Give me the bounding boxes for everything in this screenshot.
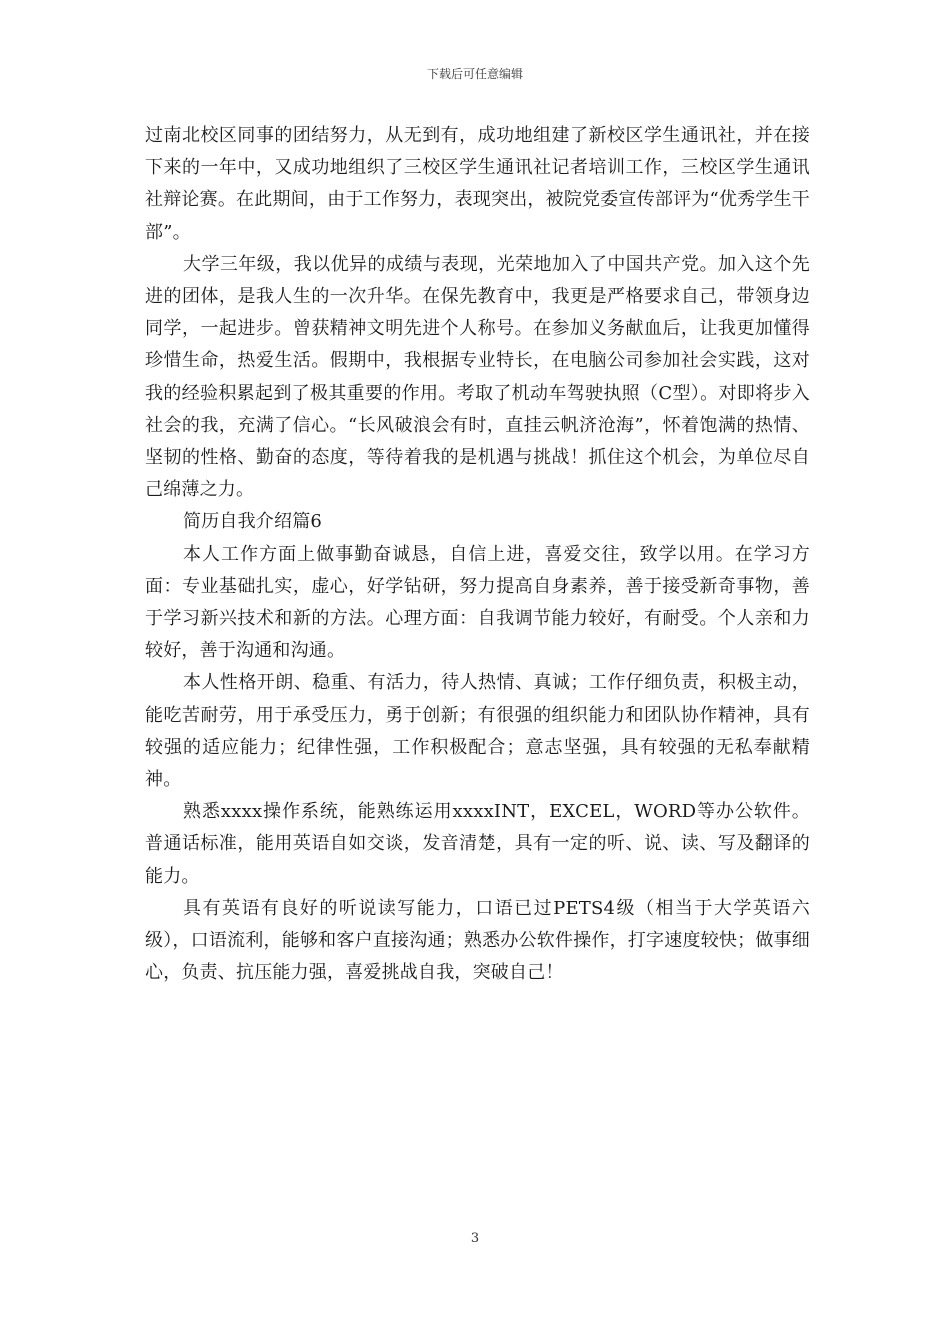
section-heading: 简历自我介绍篇6 [183,511,323,533]
paragraph-university-third-year: 大学三年级，我以优异的成绩与表现，光荣地加入了中国共产党。加入这个先进的团体，是我人生的一次升华。在保先教育中，我更是严格要求自己，带领身边同学，一起进步。曾获精神文明先进个人称号。在参加义务献血后，让我更加懂得珍惜生命，热爱生活。假期中，我根据专业特长，在电脑公司参加社会实践，这对我的经验积累起到了极其重要的作用。考取了机动车驾驶执照（C型）。对即将步入社会的我，充满了信心。“长风破浪会有时，直挂云帆济沧海”，怀着饱满的热情、坚韧的性格、勤奋的态度，等待着我的是机遇与挑战！抓住这个机会，为单位尽自己绵薄之力。 [145,253,810,501]
document-body [145,120,810,989]
page-number: 3 [470,1231,480,1246]
page-header: 下载后可任意编辑 [426,67,523,81]
paragraph-english-skills: 具有英语有良好的听说读写能力，口语已过PETS4级（相当于大学英语六级），口语流利，能够和客户直接沟通；熟悉办公软件操作，打字速度较快；做事细心，负责、抗压能力强，喜爱挑战自我，突破自己！ [145,897,810,984]
paragraph-continued: 过南北校区同事的团结努力，从无到有，成功地组建了新校区学生通讯社，并在接下来的一年中，又成功地组织了三校区学生通讯社记者培训工作，三校区学生通讯社辩论赛。在此期间，由于工作努力，表现突出，被院党委宣传部评为“优秀学生干部”。 [145,125,810,243]
paragraph-computer-skills: 熟悉xxxx操作系统，能熟练运用xxxxINT，EXCEL，WORD等办公软件。普通话标准，能用英语自如交谈，发音清楚，具有一定的听、说、读、写及翻译的能力。 [145,801,810,887]
paragraph-personality: 本人性格开朗、稳重、有活力，待人热情、真诚；工作仔细负责，积极主动，能吃苦耐劳，用于承受压力，勇于创新；有很强的组织能力和团队协作精神，具有较强的适应能力；纪律性强，工作积极配合；意志坚强，具有较强的无私奉献精神。 [145,672,810,791]
paragraph-work-attitude: 本人工作方面上做事勤奋诚恳，自信上进，喜爱交往，致学以用。在学习方面：专业基础扎实，虚心，好学钻研，努力提高自身素养，善于接受新奇事物，善于学习新兴技术和新的方法。心理方面：自我调节能力较好，有耐受。个人亲和力较好，善于沟通和沟通。 [145,543,810,662]
